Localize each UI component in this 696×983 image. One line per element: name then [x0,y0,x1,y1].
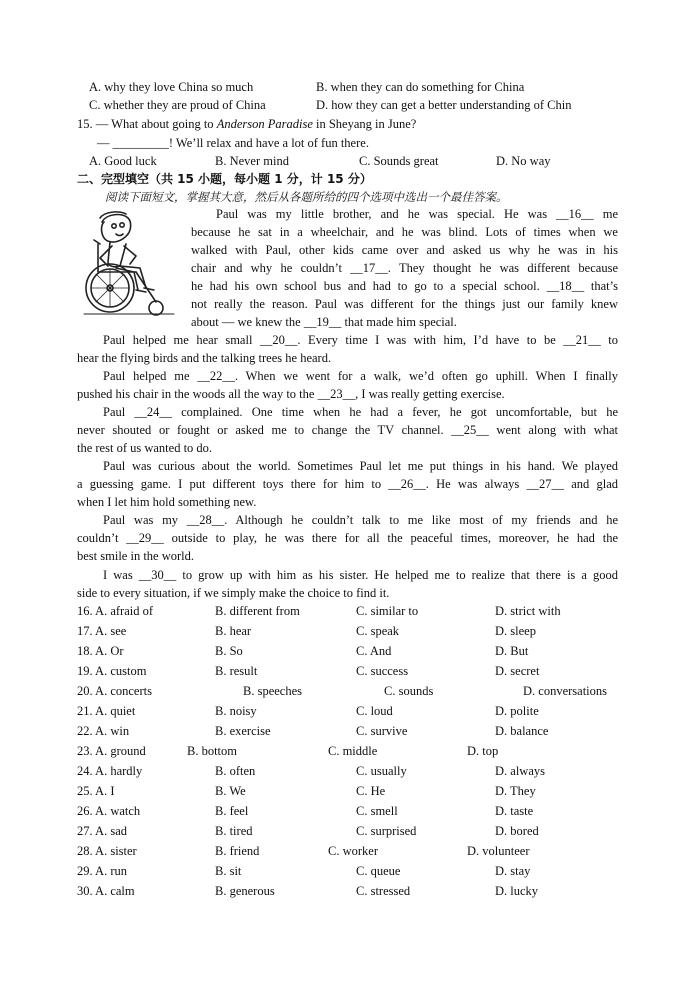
question-30-option-a: 30. A. calm [77,884,135,898]
passage-p1-line-5: he had his own school bus and had to go to a special school. __18__ that’s [191,279,618,293]
q15-prompt-post: in Sheyang in June? [312,117,417,131]
question-24-option-b: B. often [215,764,256,778]
question-20-option-c: C. sounds [384,684,434,698]
question-30-option-b: B. generous [215,884,275,898]
passage-p4-line-3: the rest of us wanted to do. [77,441,213,455]
question-16-option-a: 16. A. afraid of [77,604,154,618]
question-18-option-b: B. So [215,644,243,658]
question-20-option-d: D. conversations [523,684,608,698]
question-24-option-a: 24. A. hardly [77,764,143,778]
question-30-option-c: C. stressed [356,884,411,898]
question-22-option-c: C. survive [356,724,408,738]
passage-p6-line-1: Paul was my __28__. Although he couldn’t talk to me like most of my friends and he [103,513,618,527]
question-23-option-d: D. top [467,744,499,758]
passage-p4-line-2: never shouted or fought or asked me to change the TV channel. __25__ went along with what [77,423,618,437]
question-30-option-d: D. lucky [495,884,539,898]
question-27-option-b: B. tired [215,824,253,838]
question-27-option-c: C. surprised [356,824,417,838]
q15-reply-dash: — [97,136,110,150]
question-28-option-c: C. worker [328,844,378,858]
question-27-option-d: D. bored [495,824,539,838]
q14-option-c: C. whether they are proud of China [89,98,266,112]
passage-p1-line-4: chair and why he couldn’t __17__. They thought he was different because [191,261,618,275]
question-25-option-c: C. He [356,784,386,798]
question-16-option-d: D. strict with [495,604,561,618]
passage-p1-line-1: Paul was my little brother, and he was special. He was __16__ me [216,207,618,221]
q14-option-d: D. how they can get a better understanding of Chin [316,98,572,112]
question-25-option-d: D. They [495,784,536,798]
question-18-option-a: 18. A. Or [77,644,124,658]
question-20-option-b: B. speeches [243,684,303,698]
question-16-option-b: B. different from [215,604,300,618]
question-20-option-a: 20. A. concerts [77,684,152,698]
question-19-option-c: C. success [356,664,409,678]
passage-p7-line-1: I was __30__ to grow up with him as his sister. He helped me to realize that there is a good [103,568,618,582]
question-27-option-a: 27. A. sad [77,824,127,838]
passage-p4-line-1: Paul __24__ complained. One time when he had a fever, he got uncomfortable, but he [103,405,618,419]
question-24-option-d: D. always [495,764,545,778]
question-24-option-c: C. usually [356,764,407,778]
question-28-option-b: B. friend [215,844,260,858]
passage-p6-line-2: couldn’t __29__ outside to play, he was there for all the peaceful times, moreover, he had the [77,531,618,545]
q15-prompt-italic: Anderson Paradise [216,117,313,131]
q15-reply-blank: _________ [112,136,169,150]
question-26-option-a: 26. A. watch [77,804,141,818]
section-heading: 二、完型填空（共 15 小题，每小题 1 分，计 15 分） [77,172,372,186]
question-23-option-b: B. bottom [187,744,238,758]
passage-p3-line-2: pushed his chair in the woods all the way to the __23__, I was really getting exercise. [77,387,505,401]
question-22-option-b: B. exercise [215,724,271,738]
q15-prompt [77,115,416,133]
q14-option-b: B. when they can do something for China [316,80,525,94]
question-28-option-a: 28. A. sister [77,844,137,858]
question-17-option-c: C. speak [356,624,400,638]
q15-reply-text: ! We’ll relax and have a lot of fun there. [168,136,369,150]
question-18-option-d: D. But [495,644,529,658]
question-26-option-d: D. taste [495,804,534,818]
question-29-option-a: 29. A. run [77,864,127,878]
q15-option-b: B. Never mind [215,154,289,168]
question-19-option-b: B. result [215,664,258,678]
q14-option-a: A. why they love China so much [89,80,254,94]
passage-p5-line-2: a guessing game. I put different toys there for him to __26__. He was always __27__ and glad [77,477,618,491]
question-28-option-d: D. volunteer [467,844,530,858]
passage-p1-line-2: because he sat in a wheelchair, and he was blind. Lots of times when we [191,225,618,239]
question-21-option-a: 21. A. quiet [77,704,136,718]
question-29-option-d: D. stay [495,864,531,878]
question-17-option-d: D. sleep [495,624,536,638]
question-16-option-c: C. similar to [356,604,419,618]
passage-p1-line-3: walked with Paul, other kids came over and asked us why he was in his [191,243,618,257]
q15-prompt-pre: 15. — What about going to [77,117,217,131]
passage-p6-line-3: best smile in the world. [77,549,194,563]
question-17-option-a: 17. A. see [77,624,127,638]
passage-p3-line-1: Paul helped me __22__. When we went for a walk, we’d often go uphill. When I finally [103,369,618,383]
question-26-option-b: B. feel [215,804,249,818]
question-22-option-d: D. balance [495,724,549,738]
q15-option-a: A. Good luck [89,154,157,168]
passage-p5-line-3: when I let him hold something new. [77,495,257,509]
q15-option-d: D. No way [496,154,551,168]
question-25-option-a: 25. A. I [77,784,115,798]
passage-p1-line-7: about — we knew the __19__ that made him special. [191,315,457,329]
q15-reply [97,134,369,152]
question-29-option-c: C. queue [356,864,401,878]
question-21-option-d: D. polite [495,704,539,718]
question-23-option-c: C. middle [328,744,378,758]
question-19-option-a: 19. A. custom [77,664,147,678]
question-18-option-c: C. And [356,644,392,658]
question-21-option-b: B. noisy [215,704,257,718]
question-23-option-a: 23. A. ground [77,744,146,758]
question-21-option-c: C. loud [356,704,393,718]
passage-p2-line-2: hear the flying birds and the talking trees he heard. [77,351,332,365]
passage-p1-line-6: not really the reason. Paul was different for the things just our family knew [191,297,618,311]
section-instruction: 阅读下面短文，掌握其大意，然后从各题所给的四个选项中选出一个最佳答案。 [105,190,508,204]
passage-p5-line-1: Paul was curious about the world. Sometimes Paul let me put things in his hand. We played [103,459,618,473]
question-29-option-b: B. sit [215,864,242,878]
question-22-option-a: 22. A. win [77,724,130,738]
question-25-option-b: B. We [215,784,246,798]
passage-p7-line-2: side to every situation, if we simply make the choice to find it. [77,586,390,600]
wheelchair-boy-illustration [74,210,182,320]
question-26-option-c: C. smell [356,804,398,818]
question-17-option-b: B. hear [215,624,252,638]
question-19-option-d: D. secret [495,664,540,678]
q15-option-c: C. Sounds great [359,154,439,168]
passage-p2-line-1: Paul helped me hear small __20__. Every time I was with him, I’d have to be __21__ to [103,333,618,347]
